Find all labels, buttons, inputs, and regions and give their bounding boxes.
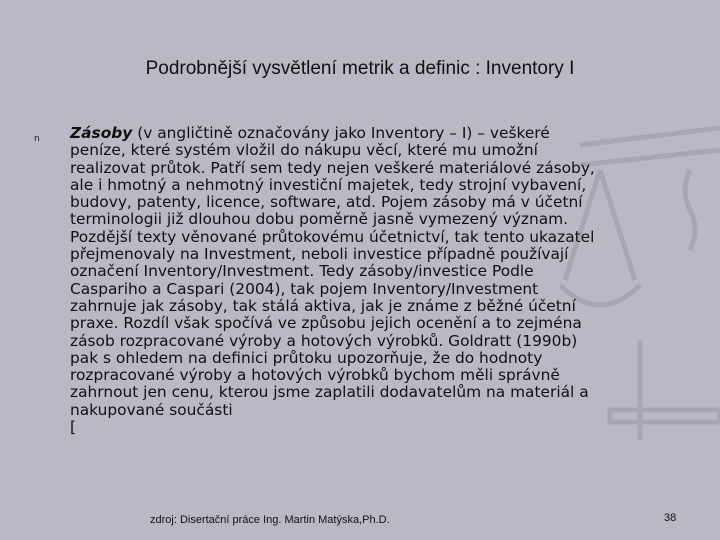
term-zasoby: Zásoby	[70, 124, 133, 142]
source-footer: zdroj: Disertační práce Ing. Martin Matýska,Ph.D.	[150, 514, 390, 526]
body-line: ale i hmotný a nehmotný investiční majetek, tedy strojní vybavení,	[70, 175, 587, 194]
body-line: peníze, které systém vložil do nákupu věcí, které mu umožní	[70, 141, 538, 160]
body-line: Caspariho a Caspari (2004), tak pojem Inventory/Investment	[70, 279, 539, 298]
body-trailing-bracket: [	[70, 418, 77, 437]
body-line: Pozdější texty věnované průtokovému účetnictví, tak tento ukazatel	[70, 227, 595, 246]
body-line: pak s ohledem na definici průtoku upozorňuje, že do hodnoty	[70, 348, 543, 367]
body-text	[70, 125, 670, 436]
body-line: zahrnuje jak zásoby, tak stálá aktiva, jak je známe z běžné účetní	[70, 296, 576, 315]
body-line: zahrnout jen cenu, kterou jsme zaplatili dodavatelům na materiál a	[70, 383, 589, 402]
body-line	[70, 125, 670, 142]
body-line: realizovat průtok. Patří sem tedy nejen veškeré materiálové zásoby,	[70, 158, 595, 177]
body-line: nakupované součásti	[70, 400, 233, 419]
bullet-icon: n	[34, 134, 40, 144]
body-line: přejmenovaly na Investment, neboli investice případně používají	[70, 245, 569, 264]
body-line: zásob rozpracované výroby a hotových výrobků. Goldratt (1990b)	[70, 331, 578, 350]
slide-title: Podrobnější vysvětlení metrik a definic : Inventory I	[145, 58, 575, 79]
body-line: rozpracované výroby a hotových výrobků bychom měli správně	[70, 366, 560, 385]
body-line: terminologii již dlouhou dobu poměrně jasně vymezený význam.	[70, 210, 569, 229]
body-line: praxe. Rozdíl však spočívá ve způsobu jejich ocenění a to zejména	[70, 314, 582, 333]
body-line: budovy, patenty, licence, software, atd. Pojem zásoby má v účetní	[70, 193, 583, 212]
body-line: označení Inventory/Investment. Tedy zásoby/investice Podle	[70, 262, 534, 281]
page-number: 38	[664, 512, 677, 524]
body-line-rest: (v angličtině označovány jako Inventory – I) – veškeré	[132, 124, 550, 142]
